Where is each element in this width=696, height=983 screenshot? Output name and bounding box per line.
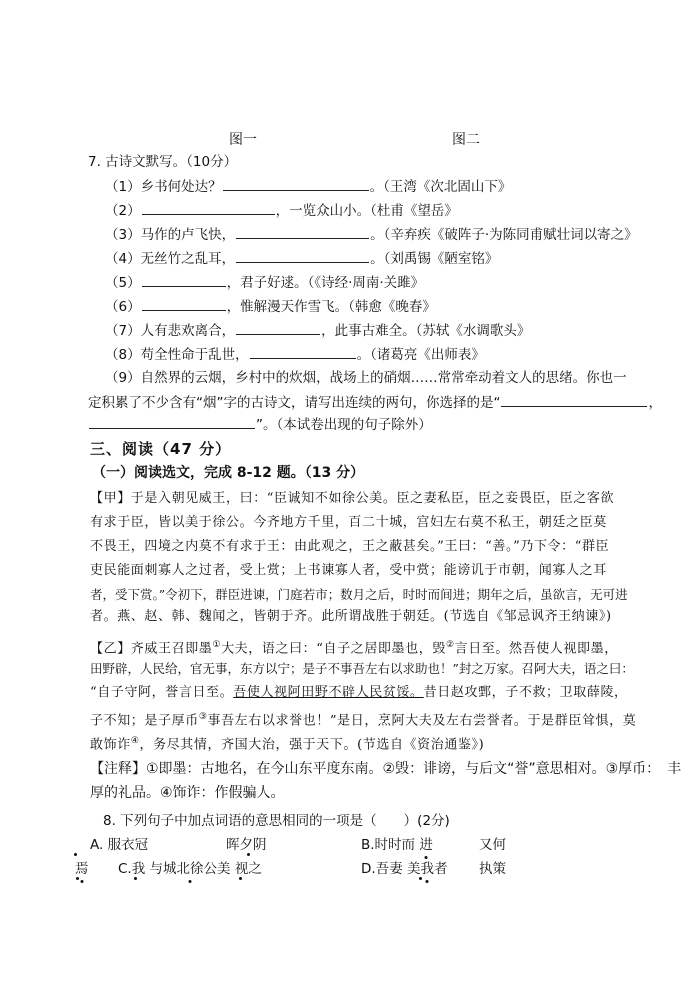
- q7-item-7: （7）人有悲欢离合， ，此事古难全。（苏轼《水调歌头》: [105, 323, 531, 339]
- dotted-word: 焉: [75, 861, 89, 877]
- dotted-word: 与城北徐公美: [149, 861, 231, 877]
- q7-item-9-line-1: （9）自然界的云烟，乡村中的炊烟，战场上的硝烟……常常牵动着文人的思绪。你也一: [105, 370, 627, 386]
- answer-blank[interactable]: [89, 415, 255, 429]
- passage-yi-line-4: 子不知；是子厚币③事吾左右以求誉也！”是日，烹阿大夫及左右尝誉者。于是群臣耸惧，莫: [90, 712, 637, 729]
- notes-line-2: 厚的礼品。④饰诈：作假骗人。: [90, 785, 285, 801]
- emphasis-dot: [419, 877, 422, 880]
- emphasis-dot: [239, 877, 242, 880]
- q8-option-d-part-2: 执策: [479, 861, 506, 877]
- passage-jia-line: 者，受下赏。”令初下，群臣进谏，门庭若市；数月之后，时时而间进；期年之后，虽欲言，无可进: [90, 587, 628, 602]
- answer-blank[interactable]: [236, 249, 369, 263]
- answer-blank[interactable]: [142, 273, 226, 287]
- emphasis-dot: [74, 853, 77, 856]
- answer-blank[interactable]: [236, 225, 369, 239]
- notes-line-1: 【注释】①即墨：古地名，在今山东平度东南。②毁：诽谤，与后文“誉”意思相对。③厚币： 丰: [90, 761, 682, 777]
- passage-yi-line-5: 敢饰诈④，务尽其情，齐国大治，强于天下。(节选自《资治通鉴》): [90, 736, 485, 753]
- q7-item-2: （2） ，一览众山小。（杜甫《望岳》: [105, 203, 458, 219]
- q7-item-5: （5） ，君子好逑。（《诗经·周南·关雎》: [105, 275, 425, 291]
- passage-jia-line: 有求于臣，皆以美于徐公。今齐地方千里，百二十城，宫妇左右莫不私王，朝廷之臣莫: [90, 515, 607, 530]
- q8-option-c[interactable]: C.我 与城北徐公美 视之: [118, 861, 262, 877]
- q8-option-b[interactable]: B.时时而 进: [361, 837, 433, 853]
- passage-jia-line: 者。燕、赵、韩、魏闻之，皆朝于齐。此所谓战胜于朝廷。(节选自《邹忌讽齐王纳谏》): [90, 609, 612, 624]
- figure-1-caption: 图一: [229, 132, 257, 148]
- dotted-word: 美我者: [406, 861, 448, 877]
- passage-jia-line: 不畏王，四境之内莫不有求于王：由此观之，王之蔽甚矣。”王曰：“善。”乃下令：“群臣: [90, 539, 610, 554]
- q8-option-d[interactable]: D.吾妻 美我者: [361, 861, 448, 877]
- section-3-title: 三、阅读（47 分）: [90, 440, 232, 458]
- dotted-word: 进: [419, 837, 433, 853]
- emphasis-dot: [134, 877, 137, 880]
- q7-item-8: （8）苟全性命于乱世， 。（诸葛亮《出师表》: [105, 347, 485, 363]
- passage-yi-line-3: “自子守阿，誉言日至。吾使人视阿田野不辟人民贫馁。昔日赵攻鄄，子不救；卫取薛陵，: [90, 685, 628, 700]
- passage-jia-line: 吏民能面刺寡人之过者，受上赏；上书谏寡人者，受中赏；能谤讥于市朝，闻寡人之耳: [90, 563, 607, 578]
- figure-2-caption: 图二: [452, 132, 480, 148]
- q7-item-9-line-3: ”。（本试卷出现的句子除外）: [88, 415, 432, 434]
- underlined-sentence: 吾使人视阿田野不辟人民贫馁。: [233, 685, 424, 700]
- emphasis-dot: [247, 853, 250, 856]
- q7-item-4: （4）无丝竹之乱耳， 。（刘禹锡《陋室铭》: [105, 251, 499, 267]
- q8-title: 8. 下列句子中加点词语的意思相同的一项是（ ）(2分): [103, 813, 450, 829]
- passage-jia-line: 【甲】于是入朝见威王，曰：“臣诚知不如徐公美。臣之妻私臣，臣之妾畏臣，臣之客欲: [90, 491, 615, 506]
- q8-line-2-start: [75, 860, 89, 878]
- passage-yi-line-2: 田野辟，人民给，官无事，东方以宁；是子不事吾左右以求助也！”封之万家。召阿大夫，语之曰：: [90, 661, 634, 676]
- passage-yi-line-1: 【乙】齐威王召即墨①大夫，语之曰：“自子之居即墨也，毁②言日至。然吾使人视即墨，: [90, 640, 618, 657]
- answer-blank[interactable]: [250, 345, 356, 359]
- q7-title: 7. 古诗文默写。（10分）: [88, 154, 238, 170]
- answer-blank[interactable]: [142, 297, 226, 311]
- q8-option-a-part-2: 晖夕阴: [226, 837, 267, 853]
- q7-item-9-line-2: 定积累了不少含有“烟”字的古诗文，请写出连续的两句，你选择的是“ ，: [88, 395, 662, 411]
- answer-blank[interactable]: [223, 177, 369, 191]
- q7-item-3: （3）马作的卢飞快， 。（辛弃疾《破阵子·为陈同甫赋壮词以寄之》: [105, 227, 638, 243]
- section-3-sub-1: （一）阅读选文，完成 8-12 题。（13 分）: [92, 465, 365, 481]
- answer-blank[interactable]: [501, 393, 647, 407]
- q7-item-6: （6） ，惟解漫天作雪飞。（韩愈《晚春》: [105, 299, 436, 315]
- q8-option-a[interactable]: A. 服衣冠: [90, 837, 149, 853]
- q8-option-b-part-2: 又何: [479, 837, 506, 853]
- emphasis-dot: [76, 877, 79, 880]
- answer-blank[interactable]: [142, 201, 275, 215]
- q7-item-1: （1）乡书何处达？ 。（王湾《次北固山下》: [105, 179, 512, 195]
- answer-blank[interactable]: [236, 321, 320, 335]
